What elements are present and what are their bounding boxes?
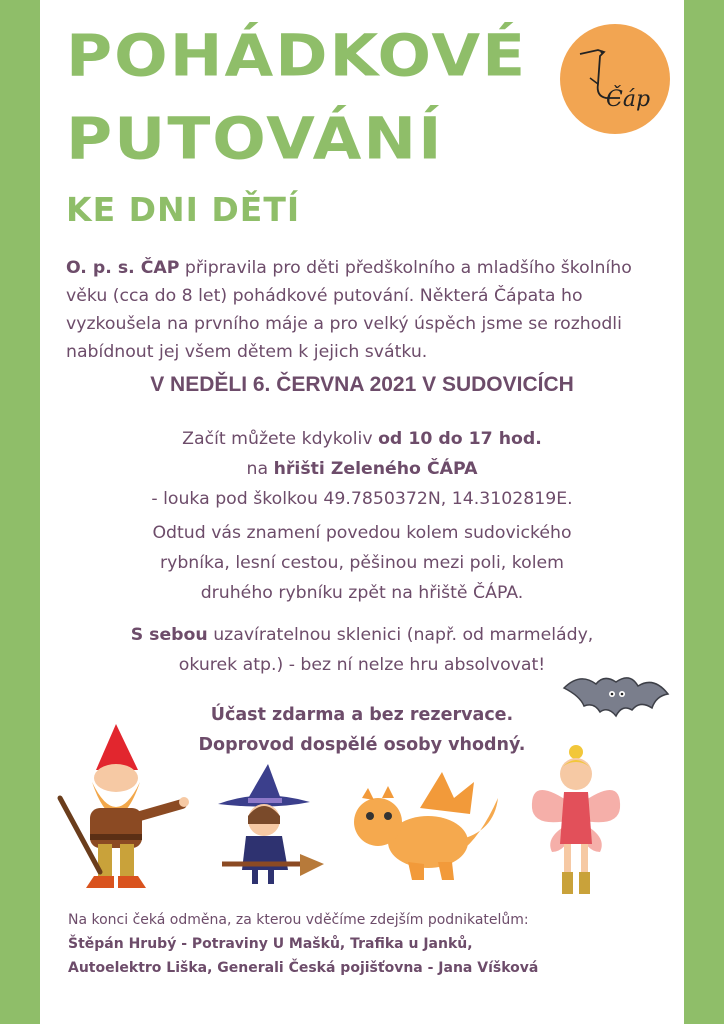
bring-bold: S sebou [130,625,208,645]
sponsors-line-2: Autoelektro Liška, Generali Česká pojišťovna - Jana Víšková [68,960,539,976]
route-line-1: Odtud vás znamení povedou kolem sudovického [152,523,572,543]
logo-text: Čáp [606,87,651,112]
note-line-1: Účast zdarma a bez rezervace. [210,705,514,725]
start-prefix: Začít můžete kdykoliv [182,429,379,449]
right-green-border [684,0,724,1024]
left-green-border [0,0,40,1024]
intro-paragraph [66,254,666,366]
cap-logo [560,24,670,134]
place-prefix: na [246,459,274,479]
route-info [40,518,684,608]
stork-logo-icon [560,24,670,134]
start-place: hřišti Zeleného ČÁPA [273,459,478,479]
dragon-illustration [348,768,500,884]
fairy-illustration [526,744,626,900]
sponsors-line-1: Štěpán Hrubý - Potraviny U Mašků, Trafika u Janků, [68,936,473,952]
event-date: V NEDĚLI 6. ČERVNA 2021 V SUDOVICÍCH [150,373,574,396]
bring-line-2: okurek atp.) - bez ní nelze hru absolvovat! [178,655,546,675]
start-time: od 10 do 17 hod. [378,429,542,449]
start-info [40,424,684,514]
bring-line-1: uzavíratelnou sklenici (např. od marmelády, [207,625,594,645]
intro-text: připravila pro děti předškolního a mladšího školního věku (cca do 8 let) pohádkové putování. Některá Čápata ho vyzkoušela na prvního máje a pro velký úspěch jsme se rozhodli nabídnout jej všem dětem k jejich svátku. [66,258,632,362]
dwarf-illustration [56,722,190,894]
route-line-2: rybníka, lesní cestou, pěšinou mezi poli, kolem [159,553,565,573]
title-line-2: PUTOVÁNÍ [66,105,444,173]
route-line-3: druhého rybníku zpět na hřiště ČÁPA. [200,583,524,603]
bat-illustration [560,666,672,728]
note-line-2: Doprovod dospělé osoby vhodný. [198,735,526,755]
subtitle: KE DNI DĚTÍ [66,190,301,229]
intro-org: O. p. s. ČAP [66,258,180,278]
footer [68,908,688,980]
footer-thanks: Na konci čeká odměna, za kterou vděčíme zdejším podnikatelům: [68,912,529,928]
witch-illustration [212,760,328,892]
title-line-1: POHÁDKOVÉ [66,22,528,90]
start-location: - louka pod školkou 49.7850372N, 14.3102819E. [151,489,573,509]
